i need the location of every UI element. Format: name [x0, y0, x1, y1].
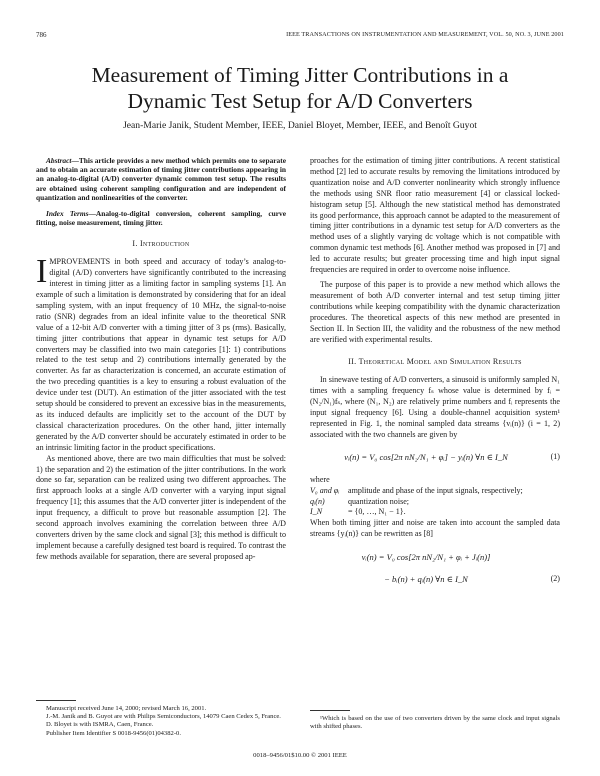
equation-2-body-1: vᵢ(n) = V₀ cos[2π nN₂/N₁ + φᵢ + Jᵢ(n)]: [361, 551, 491, 562]
title-line-1: Measurement of Timing Jitter Contributions in a: [91, 63, 509, 87]
equation-2-number: (2): [550, 573, 560, 583]
index-terms-text: Analog-to-digital conversion, coherent sampling, curve fitting, noise measurement, timing jitter.: [36, 209, 287, 228]
abstract: [36, 156, 286, 202]
abstract-lead: Abstract—: [46, 156, 79, 165]
affiliation-note-1: J.-M. Janik and B. Guyot are with Philips Semiconductors, 14079 Caen Cedex 5, France.: [46, 713, 281, 721]
def-text-1: amplitude and phase of the input signals, respectively;: [348, 485, 523, 495]
index-terms: [36, 209, 286, 227]
theory-paragraph-1: In sinewave testing of A/D converters, a sinusoid is uniformly sampled N₁ times with a sampling frequency fₛ whose value is determined by fᵢ = (N₂/N₁)fₛ, where (N₁, N₂) are relatively prime numbers and fᵢ represents the input signal frequency [6]. Using a double-channel acquisition system¹ represented in Fig. 1, the nominal sampled data streams {vᵢ(n)} (i = 1, 2) associated with the two channels are given by: [310, 375, 560, 439]
where-label: where: [310, 474, 330, 484]
equation-2-line-1: [310, 546, 560, 568]
paper-title: [30, 62, 570, 114]
right-paragraph-2: The purpose of this paper is to provide a new method which allows the measurement of both A/D converter internal and test setup timing jitter contributions while keeping compatibility with the dynamic characterization procedures. The theoretical aspects of this new method are presented in Section II. In Section III, the validity and the robustness of the new method are verified with experimental results.: [310, 279, 560, 344]
equation-1-number: (1): [550, 452, 560, 462]
left-column: [36, 156, 286, 563]
publisher-id-note: Publisher Item Identifier S 0018-9456(01)04382-0.: [46, 729, 181, 737]
equation-2-line-2: [310, 568, 560, 590]
where-definitions: [310, 486, 560, 519]
equation-2-body-2: − bᵢ(n) + qᵢ(n) ∀n ∈ I_N: [384, 573, 468, 584]
title-line-2: Dynamic Test Setup for A/D Converters: [127, 89, 473, 113]
intro-paragraph-1-text: MPROVEMENTS in both speed and accuracy of today’s analog-to-digital (A/D) converters have significantly contributed to the increasing interest in timing jitter as a limiting factor in sampling systems [1]. An example of such a limitation is demonstrated by considering that for an ideal sampling system, with an input frequency of 10 MHz, the signal-to-noise ratio (SNR) degrades from an ideal infinite value to the theoretical SNR value of a 12-bit A/D converter with a timing jitter of 3 ps (rms). Basically, timing jitter contributions that appear in dynamic test setups for A/D converters may be classified into two main categories [1]: 1) contributions related to the test setup and 2) contributions internally generated by the converter. As far as characterization is concerned, an accurate estimation of the two preceding quantities is a key to ensuring a robust evaluation of the device under test (DUT). An estimation of the jitter associated with the test setup should be considered to prevent an excessive bias in the measurements, as its induced defaults are implicitly set to the account of the DUT by classical characterization procedures. On the other hand, jitter internally generated by the A/D converter should be accurately estimated in order to be an intrinsic limiting factor in the product specifications.: [36, 257, 286, 452]
journal-header: IEEE TRANSACTIONS ON INSTRUMENTATION AND MEASUREMENT, VOL. 50, NO. 3, JUNE 2001: [286, 31, 564, 38]
footnote-rule: [36, 700, 76, 701]
received-note: Manuscript received June 14, 2000; revised March 16, 2001.: [46, 705, 207, 712]
authors: Jean-Marie Janik, Student Member, IEEE, Daniel Bloyet, Member, IEEE, and Benoît Guyot: [123, 120, 477, 131]
footnote-1: ¹Which is based on the use of two converters driven by the same clock and input signals with shifted phases.: [310, 715, 560, 731]
def-symbol-2: qᵢ(n): [310, 496, 325, 506]
intro-paragraph-2: As mentioned above, there are two main difficulties that must be solved: 1) the separation and 2) the estimation of the jitter contributions. In the work done so far, separation can be realized using two different approaches. The first approach looks at a single A/D converter with a varying input signal frequency [1]; this assumes that the A/D converter jitter is independent of the input frequency, a difficult to prove but reasonable assumption [2]. The second approach involves examining the correlation between three A/D converters driven by the same clock and signal [3]; this method is difficult to implement because a carefully designed test board is required. To contrast the few methods available for separation, there are several proposed ap-: [36, 453, 286, 561]
section-heading-theory: II. Theoretical Model and Simulation Results: [348, 357, 522, 367]
intro-paragraph-1: [36, 253, 286, 453]
copyright-footer: 0018–9456/01$10.00 © 2001 IEEE: [253, 752, 347, 759]
equation-1-body: vᵢ(n) = V₀ cos[2π nN₂/N₁ + φᵢ] − yᵢ(n) ∀n ∈ I_N: [344, 452, 508, 463]
affiliation-note-2: D. Bloyet is with ISMRA, Caen, France.: [46, 721, 154, 729]
page-number: 786: [36, 31, 47, 39]
index-terms-lead: Index Terms—: [46, 209, 96, 219]
def-text-2: quantization noise;: [348, 496, 410, 506]
def-symbol-1: V₀ and φᵢ: [310, 485, 340, 495]
def-text-3: = {0, …, N₁ − 1}.: [348, 507, 406, 517]
manuscript-notes: [36, 690, 286, 738]
abstract-text: This article provides a new method which permits one to separate and to obtain an accurate estimation of timing jitter contributions appearing in an analog-to-digital (A/D) converter dynamic common test setup. The results are obtained using coherent sampling configuration and are independent of quantization and nonlinearities of the converter.: [36, 156, 286, 202]
dropcap: I: [36, 253, 48, 291]
section-heading-introduction: I. Introduction: [132, 239, 190, 249]
right-paragraph-1: proaches for the estimation of timing jitter contributions. A recent statistical method [2] led to accurate results by removing the limitations introduced by quantization noise and A/D converter nonlinearity which strongly influence the methods using SNR floor ratio measurement [4] or classical locked-histogram setup [5]. Although the new statistical method has demonstrated its good performance, this approach cannot be adapted to the measurement of timing jitter contributions in a dynamic test setup for A/D converters as the method uses of a slightly varying dc voltage which is not compatible with common dynamic test methods [6]. Another method was proposed in [7] and led to accurate results; but greater processing time and high input signal frequencies are required in order to overcome noise influence.: [310, 156, 560, 275]
def-symbol-3: I_N: [310, 507, 323, 517]
footnote-rule-right: [310, 710, 350, 711]
footnote-area: [310, 700, 560, 731]
equation-1: [310, 447, 560, 469]
right-column: [310, 156, 560, 596]
theory-paragraph-2: When both timing jitter and noise are taken into account the sampled data streams {yᵢ(n)} can be rewritten as [8]: [310, 518, 560, 539]
